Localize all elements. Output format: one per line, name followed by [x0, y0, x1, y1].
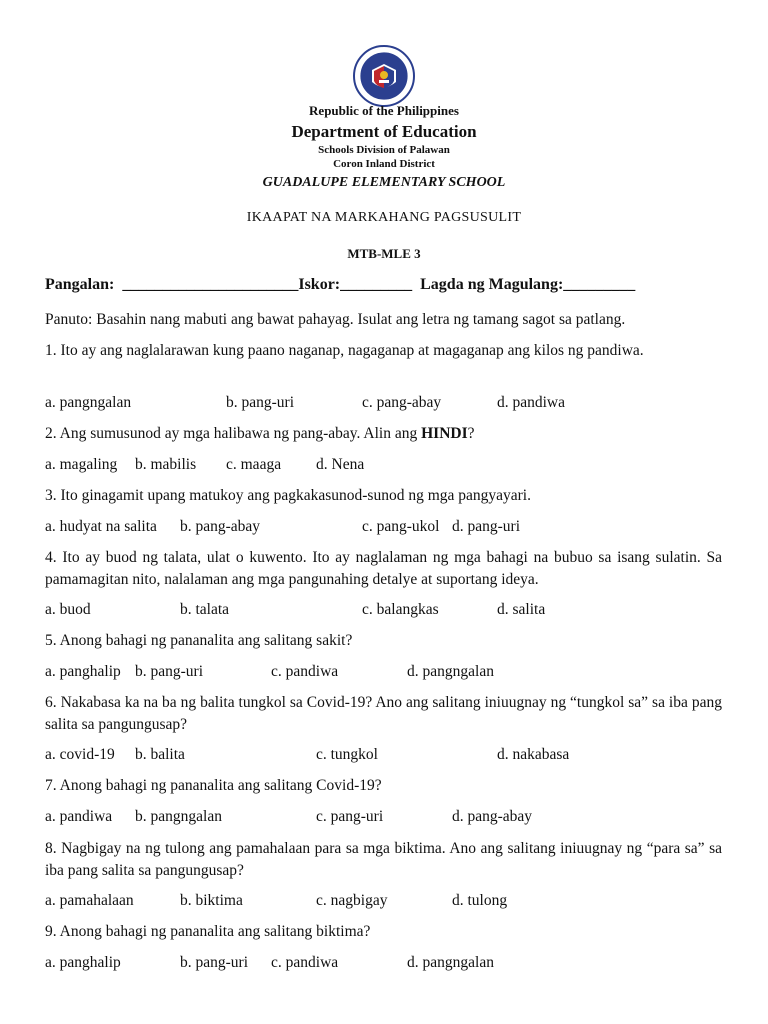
- school-name: GUADALUPE ELEMENTARY SCHOOL: [262, 175, 506, 190]
- q8-option-b: b. biktima: [180, 892, 243, 909]
- q3-option-c: c. pang-ukol: [362, 518, 440, 535]
- q5-option-c: c. pandiwa: [271, 663, 339, 680]
- division-name: Schools Division of Palawan: [318, 144, 450, 156]
- q9-option-d: d. pangngalan: [407, 954, 494, 971]
- q6-option-a: a. covid-19: [45, 746, 115, 763]
- name-label: Pangalan:: [45, 276, 115, 293]
- q4-option-a: a. buod: [45, 601, 91, 618]
- subject-title: MTB-MLE 3: [347, 246, 421, 261]
- q7-option-d: d. pang-abay: [452, 808, 533, 825]
- q6-option-d: d. nakabasa: [497, 746, 570, 763]
- q3-option-b: b. pang-abay: [180, 518, 261, 535]
- question-7: 7. Anong bahagi ng pananalita ang salitang Covid-19?: [45, 777, 382, 794]
- question-9: 9. Anong bahagi ng pananalita ang salitang biktima?: [45, 923, 371, 940]
- question-3: 3. Ito ginagamit upang matukoy ang pagkakasunod-sunod ng mga pangyayari.: [45, 487, 531, 504]
- question-4: 4. Ito ay buod ng talata, ulat o kuwento. Ito ay naglalaman ng mga bahagi na bubuo sa isang sulatin. Sa pamamagitan nito, nalalaman ang mga pangunahing detalye at suportang ideya.: [45, 549, 722, 588]
- exam-title: IKAAPAT NA MARKAHANG PAGSUSULIT: [246, 210, 522, 225]
- q6-option-b: b. balita: [135, 746, 185, 763]
- q8-option-d: d. tulong: [452, 892, 508, 909]
- q5-option-a: a. panghalip: [45, 663, 121, 680]
- question-5: 5. Anong bahagi ng pananalita ang salitang sakit?: [45, 632, 353, 649]
- student-info-fields: [45, 276, 635, 294]
- signature-blank[interactable]: _________: [563, 276, 636, 293]
- question-1: 1. Ito ay ang naglalarawan kung paano naganap, nagaganap at magaganap ang kilos ng pandiwa.: [45, 342, 644, 359]
- instructions: Panuto: Basahin nang mabuti ang bawat pahayag. Isulat ang letra ng tamang sagot sa patlang.: [45, 311, 626, 328]
- q2-option-b: b. mabilis: [135, 456, 197, 473]
- q1-option-d: d. pandiwa: [497, 394, 566, 411]
- q4-option-c: c. balangkas: [362, 601, 439, 618]
- q8-option-c: c. nagbigay: [316, 892, 388, 909]
- q7-option-a: a. pandiwa: [45, 808, 113, 825]
- q1-option-c: c. pang-abay: [362, 394, 442, 411]
- q9-option-a: a. panghalip: [45, 954, 121, 971]
- q1-option-b: b. pang-uri: [226, 394, 295, 411]
- q7-option-c: c. pang-uri: [316, 808, 384, 825]
- signature-label: Lagda ng Magulang:: [420, 276, 564, 293]
- department-title: Department of Education: [291, 122, 477, 141]
- q2-text-start: 2. Ang sumusunod ay mga halibawa ng pang-abay. Alin ang: [45, 425, 422, 442]
- q2-emphasis: HINDI: [421, 425, 468, 442]
- republic-title: Republic of the Philippines: [309, 103, 459, 118]
- q2-option-a: a. magaling: [45, 456, 118, 473]
- q5-option-d: d. pangngalan: [407, 663, 494, 680]
- q1-option-a: a. pangngalan: [45, 394, 132, 411]
- name-blank[interactable]: ______________________: [122, 276, 299, 293]
- q9-option-b: b. pang-uri: [180, 954, 249, 971]
- question-2: [45, 423, 722, 445]
- q3-option-a: a. hudyat na salita: [45, 518, 157, 535]
- q3-option-d: d. pang-uri: [452, 518, 521, 535]
- score-label: Iskor:: [298, 276, 341, 293]
- q5-option-b: b. pang-uri: [135, 663, 204, 680]
- deped-seal-icon: [352, 44, 416, 108]
- question-6: 6. Nakabasa ka na ba ng balita tungkol sa Covid-19? Ano ang salitang iniuugnay ng “tungkol sa” sa iba pang salita sa pangungusap?: [45, 694, 722, 733]
- q6-option-c: c. tungkol: [316, 746, 378, 763]
- q2-text-end: ?: [467, 425, 475, 442]
- q9-option-c: c. pandiwa: [271, 954, 339, 971]
- district-name: Coron Inland District: [333, 158, 435, 170]
- q4-option-b: b. talata: [180, 601, 230, 618]
- q4-option-d: d. salita: [497, 601, 546, 618]
- q2-option-c: c. maaga: [226, 456, 282, 473]
- question-8: 8. Nagbigay na ng tulong ang pamahalaan para sa mga biktima. Ano ang salitang iniuugnay ng “para sa” sa iba pang salita sa pangungusap?: [45, 840, 722, 879]
- q8-option-a: a. pamahalaan: [45, 892, 134, 909]
- q2-option-d: d. Nena: [316, 456, 365, 473]
- score-blank[interactable]: _________: [340, 276, 413, 293]
- q7-option-b: b. pangngalan: [135, 808, 222, 825]
